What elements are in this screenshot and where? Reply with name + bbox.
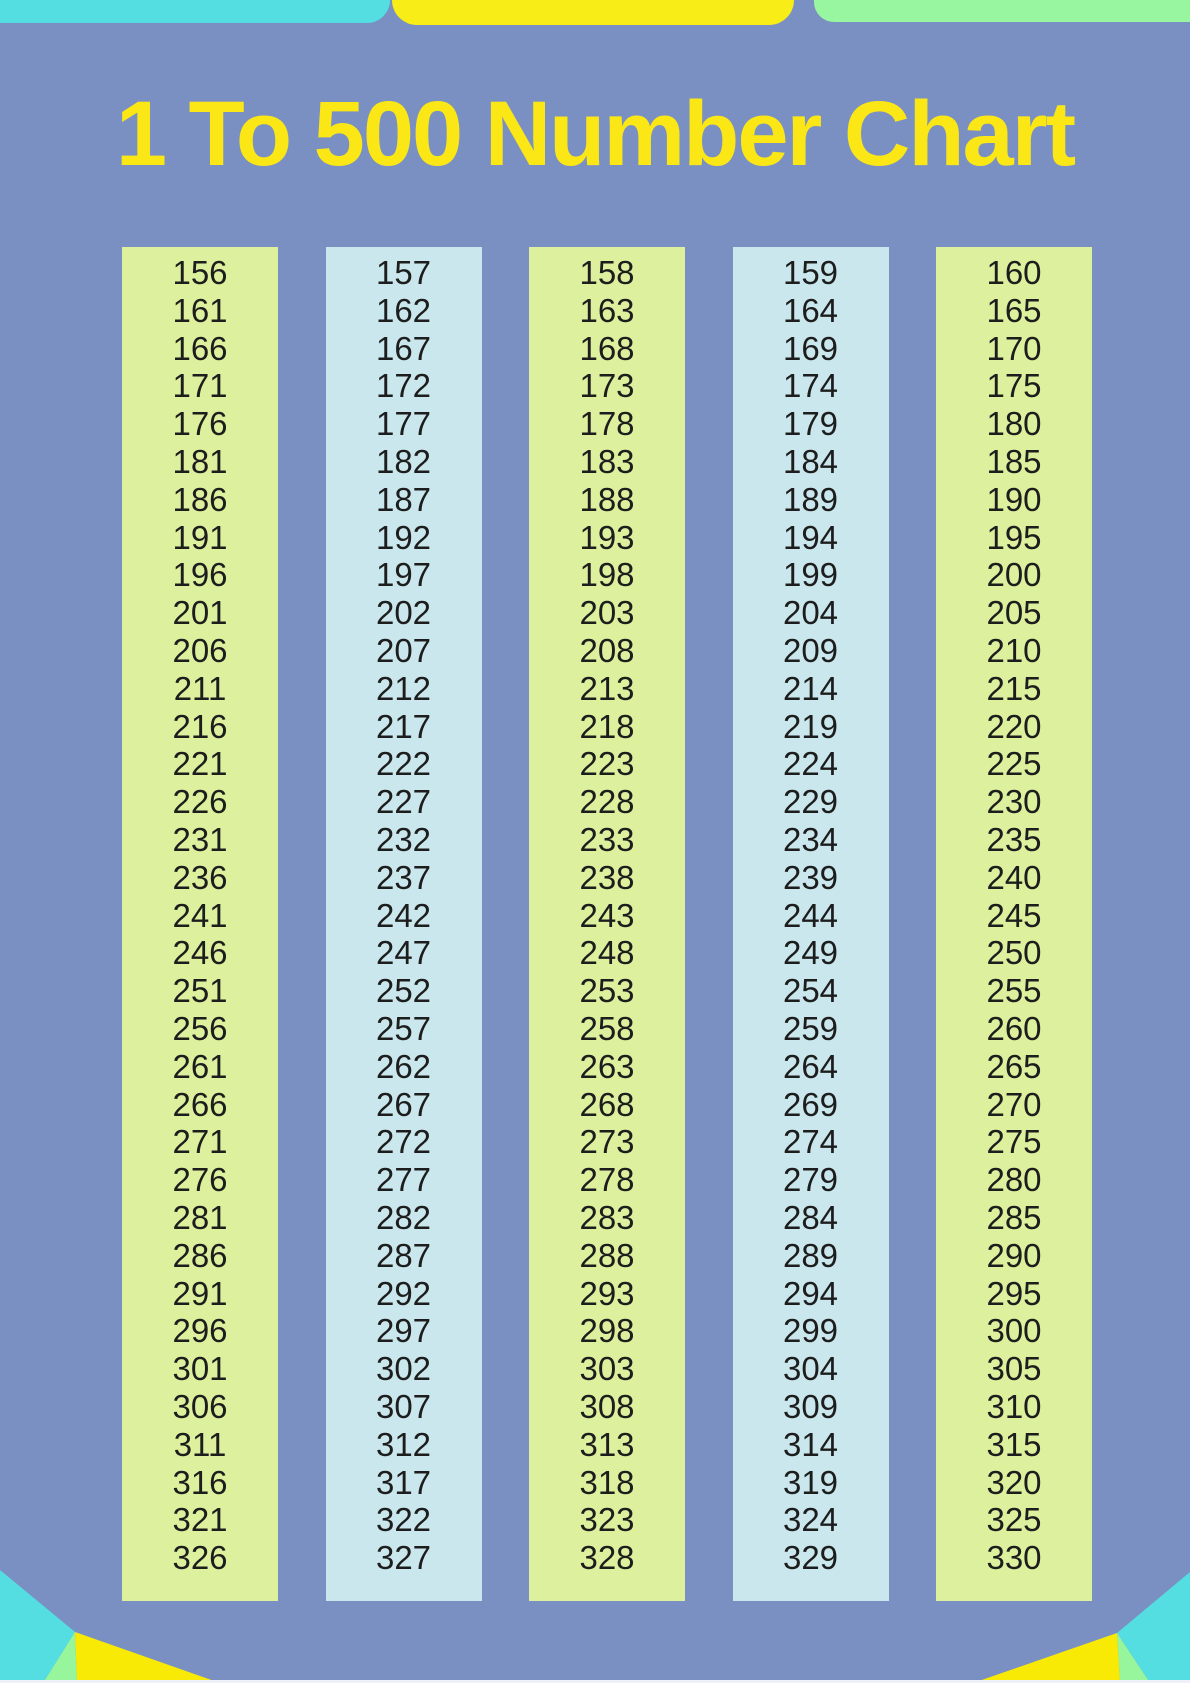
- number-cell: 289: [782, 1236, 839, 1274]
- number-cell: 202: [375, 594, 432, 632]
- number-cell: 252: [375, 972, 432, 1010]
- number-cell: 292: [375, 1274, 432, 1312]
- number-cell: 270: [986, 1085, 1042, 1123]
- number-cell: 267: [375, 1085, 432, 1123]
- number-cell: 233: [579, 820, 635, 858]
- number-cell: 228: [579, 783, 635, 821]
- number-cell: 162: [375, 291, 432, 329]
- number-cell: 239: [782, 858, 839, 896]
- number-cell: 236: [172, 858, 228, 896]
- number-cell: 213: [579, 669, 635, 707]
- number-cell: 188: [579, 480, 635, 518]
- number-column-2: [326, 247, 482, 1601]
- number-cell: 255: [986, 972, 1042, 1010]
- number-cell: 317: [375, 1463, 432, 1501]
- number-cell: 234: [782, 820, 839, 858]
- number-cell: 288: [579, 1236, 635, 1274]
- number-cell: 166: [172, 329, 228, 367]
- number-cell: 211: [173, 669, 227, 707]
- number-cell: 281: [172, 1198, 228, 1236]
- number-cell: 324: [782, 1501, 839, 1539]
- number-cell: 258: [579, 1009, 635, 1047]
- number-cell: 247: [375, 934, 432, 972]
- number-cell: 220: [986, 707, 1042, 745]
- number-cell: 214: [782, 669, 839, 707]
- number-cell: 321: [172, 1501, 228, 1539]
- number-cell: 197: [375, 556, 432, 594]
- number-cell: 185: [986, 442, 1042, 480]
- number-cell: 323: [579, 1501, 635, 1539]
- number-cell: 315: [986, 1425, 1042, 1463]
- number-cell: 232: [375, 820, 432, 858]
- number-cell: 203: [579, 594, 635, 632]
- number-cell: 161: [172, 291, 228, 329]
- number-cell: 163: [579, 291, 635, 329]
- number-cell: 189: [782, 480, 839, 518]
- number-column-1: [122, 247, 278, 1601]
- number-cell: 299: [782, 1312, 839, 1350]
- number-cell: 170: [986, 329, 1042, 367]
- number-cell: 196: [172, 556, 228, 594]
- number-cell: 271: [172, 1123, 228, 1161]
- number-cell: 320: [986, 1463, 1042, 1501]
- top-left-cyan-shape: [0, 0, 390, 23]
- number-cell: 311: [173, 1425, 227, 1463]
- number-cell: 156: [172, 254, 228, 291]
- number-cell: 277: [375, 1161, 432, 1199]
- number-cell: 279: [782, 1161, 839, 1199]
- number-cell: 229: [782, 783, 839, 821]
- number-cell: 251: [172, 972, 228, 1010]
- number-cell: 171: [172, 367, 228, 405]
- number-cell: 210: [986, 631, 1042, 669]
- number-cell: 300: [986, 1312, 1042, 1350]
- top-center-yellow-shape: [392, 0, 794, 25]
- number-cell: 205: [986, 594, 1042, 632]
- number-cell: 237: [375, 858, 432, 896]
- number-cell: 175: [986, 367, 1042, 405]
- number-cell: 283: [579, 1198, 635, 1236]
- top-right-green-shape: [814, 0, 1190, 22]
- number-cell: 194: [782, 518, 839, 556]
- number-cell: 327: [375, 1539, 432, 1577]
- number-cell: 290: [986, 1236, 1042, 1274]
- number-cell: 310: [986, 1387, 1042, 1425]
- number-cell: 207: [375, 631, 432, 669]
- number-cell: 293: [579, 1274, 635, 1312]
- number-cell: 201: [172, 594, 228, 632]
- number-cell: 254: [782, 972, 839, 1010]
- number-cell: 200: [986, 556, 1042, 594]
- number-cell: 244: [782, 896, 839, 934]
- number-cell: 287: [375, 1236, 432, 1274]
- number-cell: 306: [172, 1387, 228, 1425]
- number-cell: 216: [172, 707, 228, 745]
- number-cell: 206: [172, 631, 228, 669]
- number-cell: 265: [986, 1047, 1042, 1085]
- number-cell: 303: [579, 1350, 635, 1388]
- number-cell: 278: [579, 1161, 635, 1199]
- number-cell: 225: [986, 745, 1042, 783]
- number-cell: 187: [375, 480, 432, 518]
- number-cell: 302: [375, 1350, 432, 1388]
- number-cell: 328: [579, 1539, 635, 1577]
- number-cell: 305: [986, 1350, 1042, 1388]
- number-cell: 243: [579, 896, 635, 934]
- number-cell: 191: [172, 518, 228, 556]
- number-cell: 269: [782, 1085, 839, 1123]
- number-cell: 330: [986, 1539, 1042, 1577]
- number-cell: 322: [375, 1501, 432, 1539]
- fan-yellow-triangle: [75, 1632, 220, 1683]
- number-cell: 318: [579, 1463, 635, 1501]
- number-cell: 295: [986, 1274, 1042, 1312]
- number-cell: 231: [172, 820, 228, 858]
- number-cell: 230: [986, 783, 1042, 821]
- number-cell: 261: [172, 1047, 228, 1085]
- number-cell: 263: [579, 1047, 635, 1085]
- number-cell: 253: [579, 972, 635, 1010]
- number-cell: 308: [579, 1387, 635, 1425]
- number-cell: 183: [579, 442, 635, 480]
- number-cell: 219: [782, 707, 839, 745]
- number-cell: 260: [986, 1009, 1042, 1047]
- number-cell: 160: [986, 254, 1042, 291]
- number-cell: 248: [579, 934, 635, 972]
- number-cell: 179: [782, 405, 839, 443]
- number-cell: 245: [986, 896, 1042, 934]
- number-cell: 212: [375, 669, 432, 707]
- number-cell: 266: [172, 1085, 228, 1123]
- number-cell: 180: [986, 405, 1042, 443]
- number-cell: 284: [782, 1198, 839, 1236]
- number-cell: 272: [375, 1123, 432, 1161]
- number-cell: 221: [172, 745, 228, 783]
- number-cell: 312: [375, 1425, 432, 1463]
- number-cell: 226: [172, 783, 228, 821]
- number-cell: 173: [579, 367, 635, 405]
- number-cell: 246: [172, 934, 228, 972]
- number-cell: 313: [579, 1425, 635, 1463]
- number-cell: 319: [782, 1463, 839, 1501]
- number-cell: 316: [172, 1463, 228, 1501]
- number-cell: 275: [986, 1123, 1042, 1161]
- number-column-4: [733, 247, 889, 1601]
- number-cell: 184: [782, 442, 839, 480]
- number-cell: 208: [579, 631, 635, 669]
- number-cell: 227: [375, 783, 432, 821]
- number-cell: 285: [986, 1198, 1042, 1236]
- number-cell: 307: [375, 1387, 432, 1425]
- bottom-right-corner-decoration: [960, 1568, 1190, 1683]
- number-cell: 157: [375, 254, 432, 291]
- number-cell: 218: [579, 707, 635, 745]
- number-cell: 178: [579, 405, 635, 443]
- number-cell: 282: [375, 1198, 432, 1236]
- number-cell: 273: [579, 1123, 635, 1161]
- number-cell: 262: [375, 1047, 432, 1085]
- number-cell: 177: [375, 405, 432, 443]
- number-cell: 241: [172, 896, 228, 934]
- number-cell: 235: [986, 820, 1042, 858]
- number-cell: 193: [579, 518, 635, 556]
- number-cell: 167: [375, 329, 432, 367]
- number-cell: 204: [782, 594, 839, 632]
- page-title: 1 To 500 Number Chart: [115, 83, 1075, 185]
- number-cell: 223: [579, 745, 635, 783]
- number-cell: 296: [172, 1312, 228, 1350]
- number-column-3: [529, 247, 685, 1601]
- number-cell: 274: [782, 1123, 839, 1161]
- number-cell: 294: [782, 1274, 839, 1312]
- number-grid: [122, 247, 1092, 1601]
- number-cell: 298: [579, 1312, 635, 1350]
- number-cell: 198: [579, 556, 635, 594]
- number-cell: 238: [579, 858, 635, 896]
- number-cell: 222: [375, 745, 432, 783]
- number-cell: 190: [986, 480, 1042, 518]
- number-cell: 259: [782, 1009, 839, 1047]
- number-cell: 240: [986, 858, 1042, 896]
- number-cell: 297: [375, 1312, 432, 1350]
- number-cell: 195: [986, 518, 1042, 556]
- number-cell: 264: [782, 1047, 839, 1085]
- number-cell: 301: [172, 1350, 228, 1388]
- number-cell: 174: [782, 367, 839, 405]
- number-cell: 159: [782, 254, 839, 291]
- number-column-5: [936, 247, 1092, 1601]
- number-cell: 169: [782, 329, 839, 367]
- number-cell: 326: [172, 1539, 228, 1577]
- number-cell: 280: [986, 1161, 1042, 1199]
- number-cell: 291: [172, 1274, 228, 1312]
- number-cell: 329: [782, 1539, 839, 1577]
- number-cell: 158: [579, 254, 635, 291]
- number-cell: 325: [986, 1501, 1042, 1539]
- number-cell: 164: [782, 291, 839, 329]
- number-cell: 215: [986, 669, 1042, 707]
- number-cell: 165: [986, 291, 1042, 329]
- number-cell: 242: [375, 896, 432, 934]
- number-cell: 250: [986, 934, 1042, 972]
- fan-yellow-triangle: [973, 1633, 1120, 1683]
- number-cell: 309: [782, 1387, 839, 1425]
- number-cell: 182: [375, 442, 432, 480]
- number-cell: 304: [782, 1350, 839, 1388]
- number-cell: 268: [579, 1085, 635, 1123]
- number-cell: 314: [782, 1425, 839, 1463]
- number-cell: 168: [579, 329, 635, 367]
- number-cell: 276: [172, 1161, 228, 1199]
- number-cell: 286: [172, 1236, 228, 1274]
- number-cell: 217: [375, 707, 432, 745]
- number-cell: 209: [782, 631, 839, 669]
- number-cell: 186: [172, 480, 228, 518]
- number-cell: 249: [782, 934, 839, 972]
- number-cell: 224: [782, 745, 839, 783]
- number-cell: 256: [172, 1009, 228, 1047]
- number-cell: 172: [375, 367, 432, 405]
- number-cell: 181: [172, 442, 228, 480]
- number-cell: 257: [375, 1009, 432, 1047]
- number-cell: 176: [172, 405, 228, 443]
- number-cell: 192: [375, 518, 432, 556]
- number-cell: 199: [782, 556, 839, 594]
- bottom-left-corner-decoration: [0, 1568, 230, 1683]
